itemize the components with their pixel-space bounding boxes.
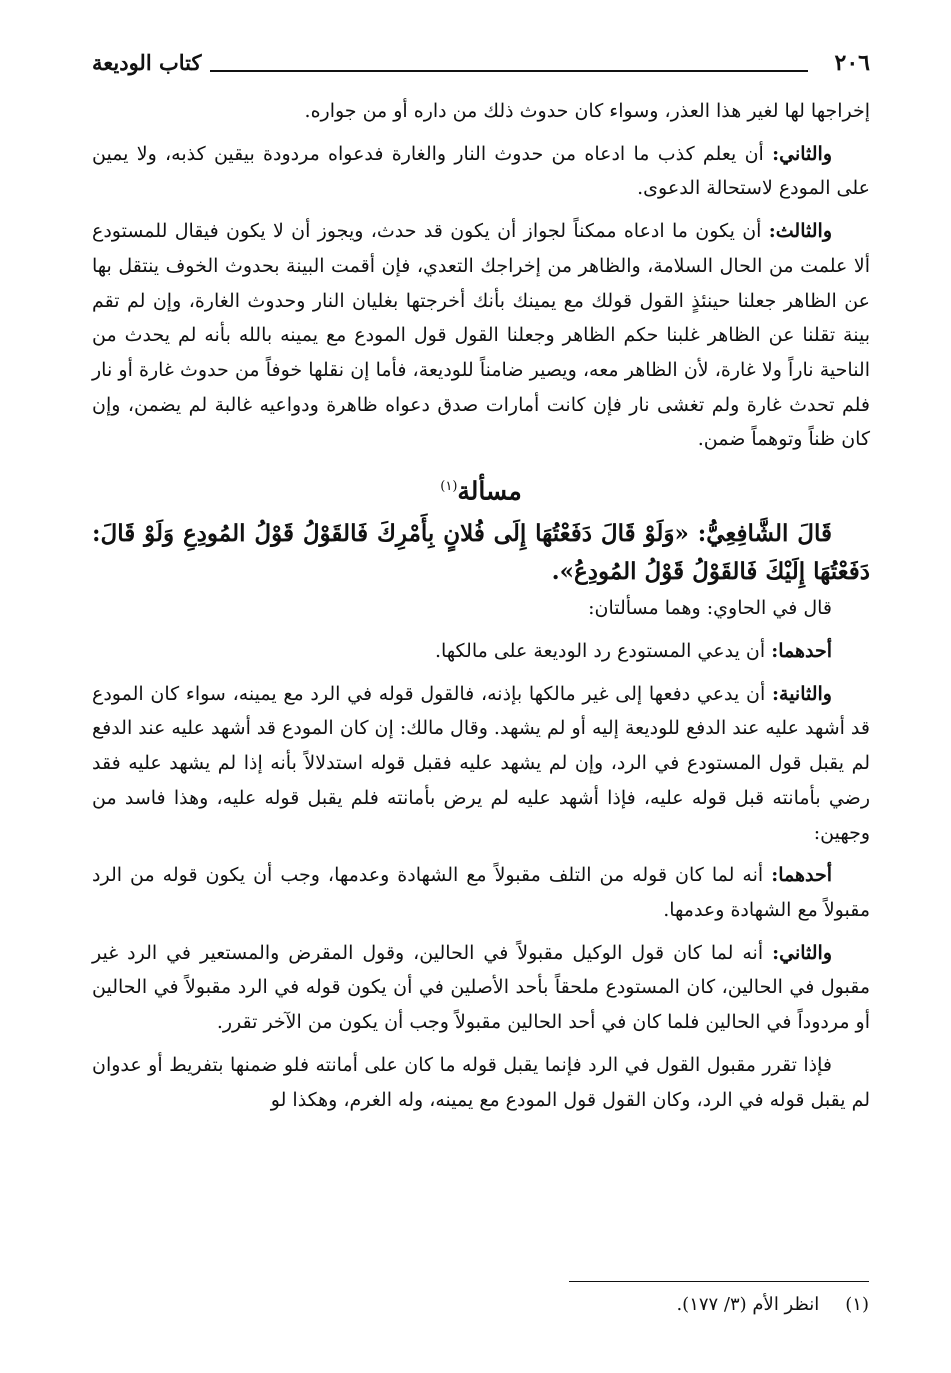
section-title-text: مسألة <box>457 476 522 506</box>
book-title: كتاب الوديعة <box>92 50 202 75</box>
paragraph-second-case <box>92 137 870 206</box>
page-body <box>92 94 870 1117</box>
footnote-reference: (١) <box>440 479 458 495</box>
paragraph-text: أن يدعي المستودع رد الوديعة على مالكها. <box>434 640 772 663</box>
paragraph-second-reason <box>92 936 870 1040</box>
paragraph-lead: أحدهما: <box>771 640 832 663</box>
footnote-rule <box>569 1281 869 1282</box>
paragraph-third-case <box>92 214 870 457</box>
paragraph-hawi: قال في الحاوي: وهما مسألتان: <box>588 597 832 620</box>
paragraph-lead: والثانية: <box>772 682 832 705</box>
paragraph-conclusion: فإذا تقرر مقبول القول في الرد فإنما يقبل قوله ما كان على أمانته فلو ضمنها بتفريط أو عدوان لم يقبل قوله في الرد، وكان القول قول المودع مع يمينه، وله الغرم، وهكذا لو <box>92 1053 870 1111</box>
paragraph-second-issue <box>92 677 870 851</box>
paragraph-first-reason <box>92 858 870 927</box>
paragraph-lead: والثاني: <box>772 941 832 964</box>
paragraph-lead: أحدهما: <box>771 864 832 887</box>
footnote-text: انظر الأم (٣/ ١٧٧). <box>676 1294 820 1315</box>
paragraph-text: أن يعلم كذب ما ادعاه من حدوث النار والغارة فدعواه مردودة بيقين كذبه، ولا يمين على المودع لاستحالة الدعوى. <box>92 142 870 200</box>
page-header <box>92 50 870 86</box>
paragraph-text: أن يدعي دفعها إلى غير مالكها بإذنه، فالقول قوله في الرد مع يمينه، سواء كان المودع قد أشهد عليه عند الدفع للوديعة إليه أو لم يشهد. وقال مالك: إن كان المودع قد أشهد عليه عند الدفع لم يقبل قول المستودع في الرد، وإن لم يشهد عليه فقبل قوله استدلالاً بأنه إذا لم يشهد عليه فقد رضي بأمانته قبل قوله عليه، فإذا أشهد عليه لم يرض بأمانته فلم يقبل قوله عليه، وهذا فاسد من وجهين: <box>92 682 870 844</box>
paragraph-text: أنه لما كان قوله من التلف مقبولاً مع الشهادة وعدمها، وجب أن يكون قوله من الرد مقبولاً مع الشهادة وعدمها. <box>92 864 870 921</box>
paragraph-continuation: إخراجها لها لغير هذا العذر، وسواء كان حدوث ذلك من داره أو من جواره. <box>304 100 870 122</box>
paragraph-text: أنه لما كان قول الوكيل مقبولاً في الحالين، وقول المقرض والمستعير في الرد غير مقبول في الحالين، كان المستودع ملحقاً بأحد الأصلين في أن يكون قوله في الرد مقبولاً في الحالين أو مردوداً في الحالين فلما كان في أحد الحالين مقبولاً وجب أن يكون من الآخر تقرر. <box>92 941 870 1034</box>
footnote <box>676 1290 869 1320</box>
paragraph-lead: والثالث: <box>768 220 832 243</box>
paragraph-first-issue <box>92 634 870 669</box>
page-number: ٢٠٦ <box>834 50 870 76</box>
shafii-quote: قَالَ الشَّافِعِيُّ: «وَلَوْ قَالَ دَفَعْتُهَا إِلَى فُلانٍ بِأَمْرِكَ فَالقَوْلُ قَوْلُ المُودِعِ وَلَوْ قَالَ: دَفَعْتُهَا إِلَيْكَ فَالقَوْلُ قَوْلُ المُودِعُ». <box>92 520 870 586</box>
section-title <box>92 467 870 511</box>
paragraph-lead: والثاني: <box>772 142 832 165</box>
paragraph-text: أن يكون ما ادعاه ممكناً لجواز أن يكون قد حدث، ويجوز أن لا يكون فيقال للمستودع ألا علمت من الحال السلامة، والظاهر من إخراجك التعدي، فإن أقمت البينة بحدوث الخوف ينتقل بها عن الظاهر جعلنا حينئذٍ القول قولك مع يمينك بأنك أخرجتها بغليان النار وحدوث الغارة، وإن لم تقم بينة تقلنا عن الظاهر غلبنا حكم الظاهر وجعلنا القول قول المودع مع يمينه بالله بأنه لم يحدث من الناحية ناراً ولا غارة، لأن الظاهر معه، ويصير ضامناً للوديعة، فأما إن نقلها خوفاً من حدوث غارة أو نار فلم تحدث غارة ولم تغشى نار فإن كانت أمارات صدق دعواه ظاهرة ودواعيه غالبة لم يضمن، وإن كان ظناً وتوهماً ضمن. <box>92 220 870 451</box>
header-rule <box>210 70 808 72</box>
footnote-number: (١) <box>845 1294 869 1315</box>
